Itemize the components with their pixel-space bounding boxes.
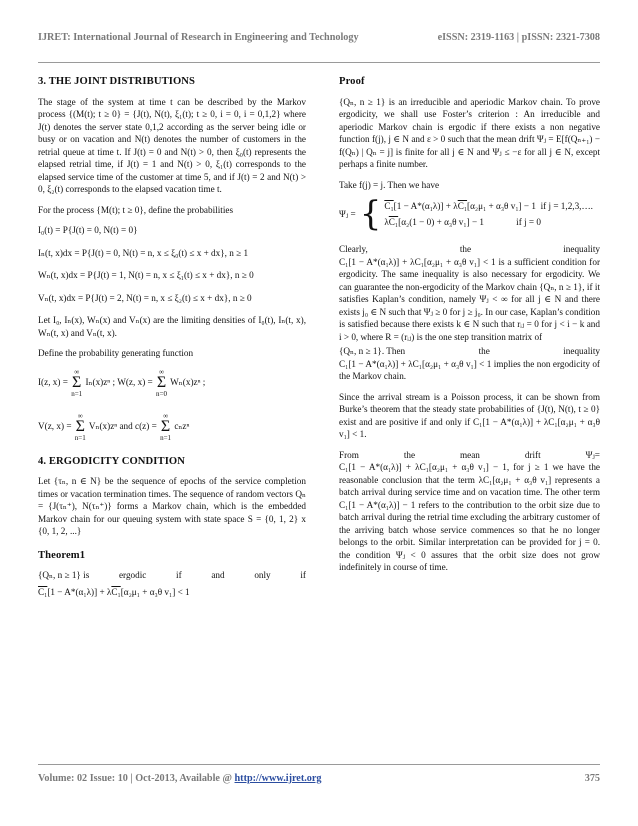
- theorem-word: ergodic: [118, 570, 147, 580]
- pgf-equation-1: [38, 368, 306, 398]
- section-3-title: 3. THE JOINT DISTRIBUTIONS: [38, 76, 196, 87]
- journal-url-link[interactable]: http://www.ijret.org: [234, 773, 322, 784]
- sum-lower: n=1: [71, 389, 83, 398]
- header-rule: [38, 62, 600, 63]
- sum-upper: ∞: [159, 367, 165, 376]
- footer-volume: [38, 773, 321, 784]
- left-column: [38, 76, 306, 608]
- case-1-condition: if j = 1,2,3,….: [540, 200, 593, 211]
- theorem-word: if: [300, 570, 306, 580]
- proof-paragraph-5: Since the arrival stream is a Poisson process, it can be shown from Burke’s theorem that the steady state probabilities of {J(t), N(t), t ≥ 0} exist and are positive if and only if C₁[1 − A*(α₁λ)] + λC₁[α₂μ₁ + α₃θ v₁] < 1.: [339, 391, 600, 439]
- case-1-mid: [1 − A*(α₁λ)] + λ: [393, 200, 458, 211]
- pgf-equation-2: [38, 412, 306, 442]
- word: From: [339, 449, 359, 460]
- case-2-condition: if j = 0: [516, 217, 542, 227]
- sum-symbol: ∞ Σ n=1: [160, 411, 172, 442]
- footer-rule: [38, 764, 600, 765]
- c1-bar: C₁: [38, 586, 48, 597]
- section-4-title: 4. ERGODICITY CONDITION: [38, 455, 186, 467]
- right-column: [339, 76, 600, 582]
- pgf-v-lhs: V(z, x) =: [38, 420, 72, 431]
- equation-vn: Vₙ(t, x)dx = P{J(t) = 2, N(t) = n, x ≤ ξ₂(t) ≤ x + dx}, n ≥ 0: [38, 292, 252, 303]
- proof-paragraph-1: {Qₙ, n ≥ 1} is an irreducible and aperiodic Markov chain. To prove ergodicity, we shall use Foster’s criterion : An irreducible and aperiodic Markov chain is ergodic if there exists a non negative function f(j), j ∈ N and ε > 0 such that the mean drift Ψⱼ = E[f(Qₙ₊₁) − f(Qₙ) | Qₙ = j] is finite for all j ∈ N and Ψⱼ ≤ −ε for all j ∈ N, except perhaps a finite number.: [339, 96, 600, 169]
- proof-title: Proof: [339, 76, 365, 87]
- equation-i0: I₀(t) = P{J(t) = 0, N(t) = 0}: [38, 225, 138, 235]
- section-3-paragraph-3: Let I₀, Iₙ(x), Wₙ(x) and Vₙ(x) are the limiting densities of I₀(t), Iₙ(t, x), Wₙ(t, x) and Vₙ(t, x).: [38, 315, 306, 338]
- case-2-lambda: λ: [384, 217, 389, 227]
- issn: eISSN: 2319-1163 | pISSN: 2321-7308: [437, 32, 600, 43]
- word: {Qₙ, n ≥ 1}. Then: [339, 346, 406, 356]
- word: inequality: [563, 244, 600, 254]
- cases: [384, 200, 593, 229]
- c1-bar: C₁: [388, 217, 399, 227]
- section-4-paragraph-1: Let {τₙ, n ∈ N} be the sequence of epochs of the service completion times or vacation termination times. The sequence of random vectors Qₙ = {J(τₙ⁺), N(τₙ⁺)} forms a Markov chain, which is the embedded Markov chain for our queuing system with state space S = {0, 1, 2} x {0, 1, 2, ...}: [38, 476, 306, 536]
- c1-bar: C₁: [457, 200, 468, 211]
- word: Ψⱼ=: [585, 449, 600, 460]
- sum-upper: ∞: [163, 411, 169, 420]
- proof-paragraph-6: C₁[1 − A*(α₁λ)] + λC₁[α₂μ₁ + α₃θ v₁] − 1, for j ≥ 1 we have the reasonable conclusion that the term λC₁[α₂μ₁ + α₃θ v₁] represents a batch arrival during service time and on vacation time. The other term C₁[1 − A*(α₁λ)] − 1 refers to the contribution to the orbit size due to batch arrival during the retrial time excluding the arbitrary customer of the arriving batch whose service commences so that he no longer belongs to the orbit. Similar interpretation can be provided for j = 0. the condition Ψⱼ < 0 assures that the orbit size does not grow indefinitely in course of time.: [339, 462, 600, 572]
- proof-paragraph-3: C₁[1 − A*(α₁λ)] + λC₁[α₂μ₁ + α₃θ v₁] < 1 is a sufficient condition for ergodicity. The same inequality is also necessary for ergodicity. We can guarantee the non-ergodicity of the Markov chain {Qₙ, n ≥ 1}, if it satisfies Kaplan’s condition, namely Ψⱼ < ∞ for all j ∈ N and there exists j₀ ∈ N such that Ψⱼ ≥ 0 for j ≥ j₀. In our case, Kaplan’s condition is satisfied because there exists k ∈ N such that rᵢⱼ = 0 for j < i − k and i > 0, where R = (rᵢⱼ) is the one step transition matrix of: [339, 256, 600, 342]
- pgf-i-lhs: I(z, x) =: [38, 376, 68, 387]
- word: the: [478, 346, 490, 356]
- sum-lower: n=1: [74, 433, 86, 442]
- section-3-paragraph-4: Define the probability generating function: [38, 348, 194, 358]
- sum-symbol: ∞ Σ n=1: [71, 367, 83, 398]
- theorem-word: only: [254, 570, 271, 580]
- running-header: [38, 32, 600, 43]
- case-1: [384, 200, 593, 213]
- footer: [38, 773, 600, 784]
- psi-lhs: Ψⱼ =: [339, 208, 356, 219]
- word: the: [459, 244, 472, 254]
- sum-symbol: ∞ Σ n=0: [156, 367, 167, 398]
- section-3-paragraph-1: The stage of the system at time t can be described by the Markov process {(M(t); t ≥ 0} = {J(t), N(t), ξ₁(t); t ≥ 0, i = 0, i = 0,1,2} where J(t) denotes the server state 0,1,2 according as the server being idle or busy or on vacation and N(t) denotes the number of customers in the retrial queue at time t. If J(t) = 0 and N(t) > 0, then ξ₀(t) represents the elapsed retrial time, if J(t) = 1 and N(t) > 0, ξ₁(t) corresponds to the elapsed service time of the customer at time 5, and if J(t) = 2 and N(t) > 0, ξ₂(t) corresponds to the elapsed vacation time t.: [38, 96, 306, 194]
- word: Clearly,: [339, 244, 368, 254]
- theorem-statement-line: [38, 569, 306, 582]
- equation-wn: Wₙ(t, x)dx = P{J(t) = 1, N(t) = n, x ≤ ξ₁(t) ≤ x + dx}, n ≥ 0: [38, 270, 254, 280]
- word: the: [403, 449, 416, 460]
- justified-line-2: [339, 345, 600, 358]
- psi-piecewise: [339, 194, 600, 234]
- pgf-w-lhs: W(z, x) =: [117, 376, 153, 387]
- case-1-end: [α₂μ₁ + α₃θ v₁] − 1: [467, 200, 536, 211]
- section-3-paragraph-2: For the process {M(t); t ≥ 0}, define the probabilities: [38, 204, 234, 215]
- c1-bar: C₁: [111, 586, 121, 597]
- theorem-word: {Qₙ, n ≥ 1} is: [38, 570, 90, 580]
- proof-paragraph-4: C₁[1 − A*(α₁λ)] + λC₁[α₂μ₁ + α₃θ v₁] < 1 implies the non ergodicity of the Markov chain.: [339, 358, 600, 381]
- justified-line-1: [339, 243, 600, 256]
- theorem-condition: [38, 586, 306, 599]
- sum-symbol: ∞ Σ n=1: [74, 411, 86, 442]
- justified-line-3: [339, 449, 600, 462]
- sum-lower: n=1: [160, 433, 172, 442]
- condition-end: [α₂μ₁ + α₃θ v₁] < 1: [120, 586, 190, 597]
- sum-lower: n=0: [156, 389, 167, 398]
- c1-bar: C₁: [384, 200, 394, 211]
- pgf-v-term: Vₙ(x)zⁿ and c(z) =: [88, 420, 157, 431]
- journal-name: IJRET: International Journal of Research in Engineering and Technology: [38, 32, 359, 43]
- case-2-end: [α₂(1 − 0) + α₃θ v₁] − 1: [398, 217, 485, 227]
- word: mean: [460, 449, 480, 460]
- sum-upper: ∞: [77, 411, 83, 420]
- brace-icon: {: [359, 194, 382, 234]
- sum-upper: ∞: [74, 367, 80, 376]
- pgf-w-term: Wₙ(x)zⁿ ;: [170, 376, 206, 387]
- theorem-word: if: [176, 570, 182, 580]
- page-number: 375: [584, 773, 600, 784]
- pgf-c-term: cₙzⁿ: [174, 420, 190, 431]
- pgf-i-term: Iₙ(x)zⁿ ;: [85, 376, 116, 387]
- equation-in: Iₙ(t, x)dx = P{J(t) = 0, N(t) = n, x ≤ ξ₀(t) ≤ x + dx}, n ≥ 1: [38, 247, 249, 258]
- word: drift: [524, 449, 541, 460]
- proof-paragraph-2: Take f(j) = j. Then we have: [339, 179, 440, 190]
- volume-text: Volume: 02 Issue: 10 | Oct-2013, Available @: [38, 773, 235, 784]
- theorem-title: Theorem1: [38, 549, 86, 561]
- word: inequality: [563, 346, 600, 356]
- theorem-word: and: [211, 570, 225, 580]
- case-2: [384, 216, 593, 229]
- condition-mid: [1 − A*(α₁λ)] + λ: [47, 586, 112, 597]
